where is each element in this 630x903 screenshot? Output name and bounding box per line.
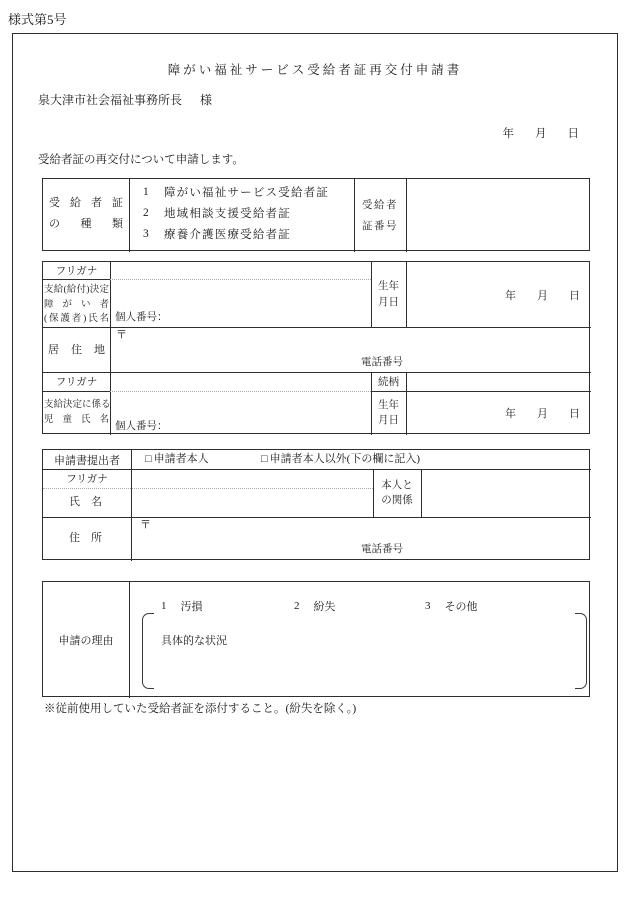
recipient-postal-mark: 〒 [116,329,127,341]
checkbox-icon[interactable]: □ [261,452,268,465]
footnote: ※従前使用していた受給者証を添付すること。(紛失を除く。) [44,703,357,715]
checkbox-applicant-self-label: 申請者本人 [153,452,209,465]
checkbox-applicant-other-label: 申請者本人以外(下の欄に記入) [269,452,420,465]
reason-option-2: 2 紛失 [294,600,336,613]
grid-line [43,279,110,280]
recipient-name-label: 支給(給付)決定 障がい者 (保護者)氏名 [44,285,109,324]
recipient-phone-label: 電話番号 [361,357,403,368]
grid-line [43,391,110,392]
submitter-row-label: 申請書提出者 [54,454,120,467]
submitter-postal-mark: 〒 [140,519,151,531]
grid-line [129,179,130,252]
recipient-table [42,261,590,434]
recipient-address-label: 居住地 [48,344,105,356]
submitter-name-label: 氏 名 [69,496,102,508]
date-month-label: 月 [535,127,547,140]
intro-text: 受給者証の再交付について申請します。 [38,154,244,166]
grid-line [129,582,130,698]
checkbox-icon[interactable]: □ [145,452,152,465]
submitter-table [42,449,590,560]
certificate-type-table [42,178,590,251]
right-bracket [575,613,587,689]
cert-number-label: 受給者 証番号 [362,199,398,232]
reason-option-3: 3 その他 [425,600,478,613]
grid-line [421,469,422,517]
child-birthdate-label: 生年 月日 [378,399,399,426]
form-number: 様式第5号 [8,12,67,27]
checkbox-applicant-self[interactable] [145,450,209,469]
submitter-address-label: 住 所 [69,532,102,544]
header-date-line [430,124,590,141]
child-furigana-label: フリガナ [55,377,98,388]
child-personal-number-label: 個人番号： [115,421,168,432]
checkbox-applicant-other[interactable] [261,450,420,469]
recipient-birthdate-label: 生年 月日 [378,281,399,308]
grid-line [43,488,373,489]
addressee-honorific: 様 [200,93,213,107]
left-bracket [142,613,154,689]
recipient-furigana-label: フリガナ [55,266,98,277]
grid-line [110,279,371,280]
addressee: 泉大津市社会福祉事務所長 [38,93,183,107]
grid-line [110,391,371,392]
cert-option-1: 1 障がい福祉サービス受給者証 [143,186,330,199]
grid-line [406,179,407,252]
cert-option-2: 2 地域相談支援受給者証 [143,207,291,220]
child-relation-label: 続柄 [378,377,399,388]
date-day-label: 日 [567,127,579,140]
reason-detail-label: 具体的な状況 [161,635,227,647]
grid-line [43,517,591,518]
addressee-line [38,93,212,108]
cert-option-3: 3 療養介護医療受給者証 [143,228,291,241]
grid-line [43,327,591,328]
submitter-furigana-label: フリガナ [66,474,108,485]
reason-option-1: 1 汚損 [161,600,203,613]
submitter-relation-label: 本人と の関係 [381,480,413,506]
recipient-birthdate-value: 年 月 日 [505,289,580,302]
recipient-personal-number-label: 個人番号： [115,312,168,323]
grid-line [131,450,132,561]
reason-row-label: 申請の理由 [58,635,114,647]
cert-type-label: 受給者証 の種類 [49,197,123,230]
child-name-label: 支給決定に係る 児童氏名 [44,400,111,425]
reason-table [42,581,590,697]
submitter-phone-label: 電話番号 [361,544,403,555]
grid-line [43,372,591,373]
date-year-label: 年 [502,127,514,140]
form-title: 障がい福祉サービス受給者証再交付申請書 [167,63,463,77]
child-birthdate-value: 年 月 日 [505,408,580,420]
